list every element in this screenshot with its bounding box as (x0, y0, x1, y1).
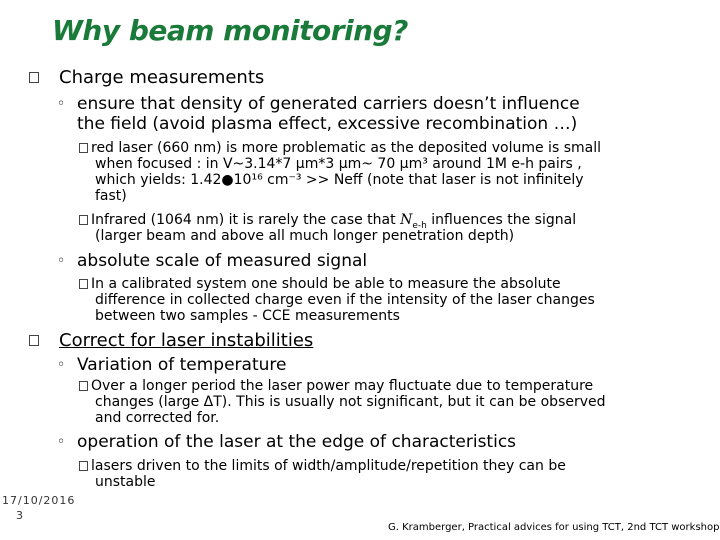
subitem-line: ensure that density of generated carriers doesn’t influence (77, 94, 580, 114)
bullet-line: changes (large ΔT). This is usually not significant, but it can be observed (95, 394, 606, 410)
bullet-line: red laser (660 nm) is more problematic as the deposited volume is small (91, 140, 601, 156)
subitem-absolute-scale (57, 251, 368, 271)
page-title: Why beam monitoring? (52, 14, 408, 47)
page-number: 3 (16, 509, 23, 522)
subitem-line: absolute scale of measured signal (77, 251, 368, 271)
section-charge-measurements (59, 68, 264, 88)
subitem-temperature (57, 355, 287, 375)
bullet-line: which yields: 1.42●10¹⁶ cm⁻³ >> Neff (note that laser is not infinitely (95, 172, 584, 188)
bullet-line: lasers driven to the limits of width/amplitude/repetition they can be (91, 458, 566, 474)
circle-bullet-icon: ◦ (57, 357, 66, 373)
bullet-line: difference in collected charge even if the intensity of the laser changes (95, 292, 595, 308)
subitem-line: the field (avoid plasma effect, excessive recombination …) (77, 114, 578, 134)
footer-date: 17/10/2016 (2, 494, 76, 507)
circle-bullet-icon: ◦ (57, 96, 66, 112)
footer-credit: G. Kramberger, Practical advices for using TCT, 2nd TCT workshop (388, 522, 720, 533)
bullet-line: unstable (95, 474, 156, 490)
square-bullet-icon (79, 381, 88, 391)
square-bullet-icon (79, 215, 88, 225)
n-eh-symbol: N (400, 212, 413, 228)
square-bullet-icon (79, 279, 88, 289)
circle-bullet-icon: ◦ (57, 434, 66, 450)
square-bullet-icon (79, 143, 88, 153)
square-bullet-icon (29, 335, 39, 346)
square-bullet-icon (79, 461, 88, 471)
n-eh-subscript: e-h (412, 220, 427, 231)
bullet-text: influences the signal (426, 212, 577, 228)
bullet-calibrated (79, 276, 595, 324)
bullet-infrared (79, 212, 576, 244)
bullet-line: Over a longer period the laser power may fluctuate due to temperature (91, 378, 594, 394)
bullet-power-fluctuation (79, 378, 606, 426)
bullet-line: In a calibrated system one should be able to measure the absolute (91, 276, 561, 292)
subitem-line: Variation of temperature (77, 355, 287, 375)
bullet-line: (larger beam and above all much longer penetration depth) (95, 228, 515, 244)
bullet-line: and corrected for. (95, 410, 220, 426)
section-heading: Charge measurements (59, 67, 265, 88)
bullet-lasers-driven (79, 458, 566, 490)
circle-bullet-icon: ◦ (57, 253, 66, 269)
bullet-line: between two samples - CCE measurements (95, 308, 400, 324)
bullet-line: fast) (95, 188, 127, 204)
subitem-edge-operation (57, 432, 517, 452)
subitem-line: operation of the laser at the edge of characteristics (77, 432, 517, 452)
bullet-text: Infrared (1064 nm) it is rarely the case that (91, 212, 401, 228)
bullet-red-laser (79, 140, 601, 204)
section-heading[interactable]: Correct for laser instabilities (59, 330, 314, 351)
square-bullet-icon (29, 72, 39, 83)
section-laser-instabilities (59, 331, 313, 351)
bullet-line: when focused : in V~3.14*7 μm*3 μm~ 70 μm³ around 1M e-h pairs , (95, 156, 582, 172)
subitem-density (57, 94, 580, 134)
